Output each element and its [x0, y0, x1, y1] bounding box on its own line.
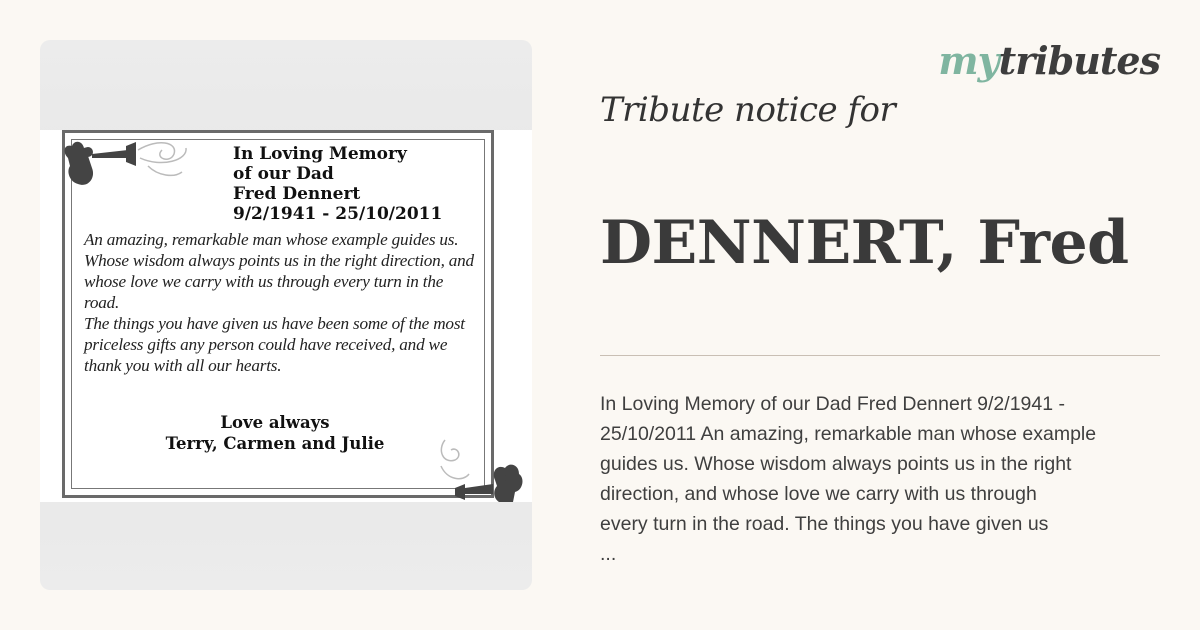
divider — [600, 355, 1160, 356]
logo-tributes: tributes — [998, 38, 1160, 83]
tribute-label: Tribute notice for — [600, 90, 896, 130]
notice-paragraph: An amazing, remarkable man whose example guides us. — [84, 230, 459, 249]
notice-sign-line: Terry, Carmen and Julie — [165, 434, 385, 453]
mytributes-logo[interactable] — [938, 38, 1160, 83]
tribute-summary: In Loving Memory of our Dad Fred Dennert 9/2/1941 - 25/10/2011 An amazing, remarkable man whose example guides us. Whose wisdom always points us in the right direction, and whose love we carry with us through every turn in the road. The things you have given us ... — [600, 393, 1097, 565]
deceased-name: DENNERT, Fred — [600, 208, 1129, 278]
notice-sign-line: Love always — [220, 413, 330, 432]
notice-signature — [120, 412, 430, 454]
angel-trumpet-icon — [435, 430, 525, 502]
notice-body — [84, 229, 474, 376]
notice-heading: In Loving Memory of our Dad Fred Dennert 9/2/1941 - 25/10/2011 — [233, 144, 443, 224]
notice-clipping — [40, 130, 532, 502]
notice-paragraph: The things you have given us have been some of the most priceless gifts any person could have received, and we thank you with all our hearts. — [84, 314, 465, 375]
notice-paragraph: Whose wisdom always points us in the right direction, and whose love we carry with us through every turn in the road. — [84, 251, 474, 312]
angel-trumpet-icon — [58, 138, 208, 208]
logo-my: my — [938, 38, 999, 83]
notice-image[interactable] — [40, 40, 532, 590]
